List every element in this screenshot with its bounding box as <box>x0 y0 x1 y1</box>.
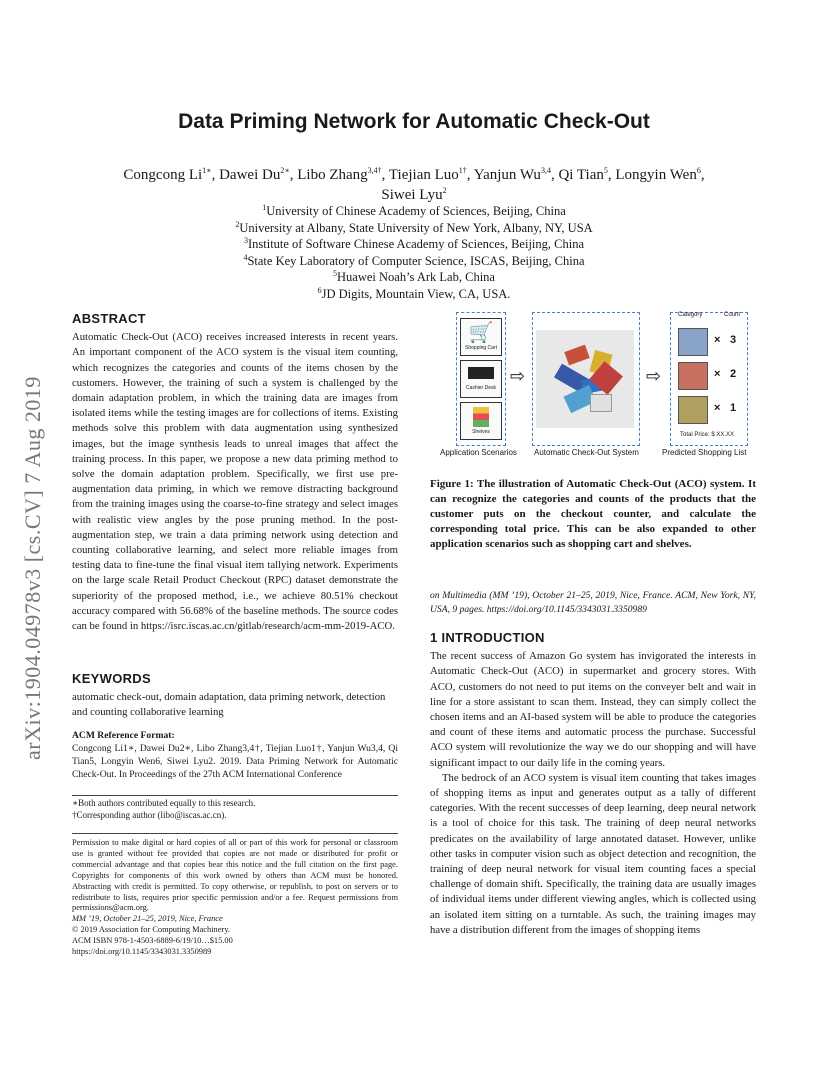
affiliation: $^5$Huawei Noah’s Ark Lab, China <box>333 268 495 284</box>
scenarios-label: Application Scenarios <box>440 448 517 457</box>
acm-reference <box>72 729 398 781</box>
arxiv-stamp: arXiv:1904.04978v3 [cs.CV] 7 Aug 2019 <box>20 376 45 760</box>
author: Yanjun Wu$^{3,4}$ <box>473 166 551 183</box>
permission-text: Permission to make digital or hard copies of all or part of this work for personal or classroom use is granted without fee provided that copies are not made or distributed for profit or commercial advantage and that copies bear this notice and the full citation on the first page. Copyrights for components of this work owned by others than ACM must be honored. Abstracting with credit is permitted. To copy otherwise, or republish, to post on servers or to redistribute to lists, requires prior specific permission and/or a fee. Request permissions from permissions@acm.org. <box>72 838 398 913</box>
permission-venue: MM ’19, October 21–25, 2019, Nice, France <box>72 914 223 924</box>
item-count: 3 <box>730 334 737 346</box>
footnote-equal: ∗Both authors contributed equally to this research. <box>72 798 256 808</box>
permission-copyright: © 2019 Association for Computing Machinery. <box>72 925 230 935</box>
affiliation: $^1$University of Chinese Academy of Sciences, Beijing, China <box>262 202 566 218</box>
acm-ref-continued: on Multimedia (MM ’19), October 21–25, 2019, Nice, France. ACM, New York, NY, USA, 9 pages. https://doi.org/10.1145/3343031.3350989 <box>430 590 756 615</box>
author: Dawei $Du^{2∗}$ <box>219 166 290 183</box>
keywords-heading: KEYWORDS <box>72 671 151 686</box>
author-list: Congcong $Li^{1∗}$, Dawei $Du^{2∗}$, Libo Zhang$^{3,4\dagger}$, Tiejian Luo$^{1\dagger}$, Yanjun Wu$^{3,4}$, Qi Tian$^5$, Longyin Wen$^6$, Siwei Lyu$^2$ <box>123 166 705 203</box>
paper-title: Data Priming Network for Automatic Check-Out <box>178 110 650 133</box>
figure-caption: Figure 1: The illustration of Automatic Check-Out (ACO) system. It can recognize the categories and counts of the products that the customer puts on the checkout counter, and calculate the corresponding total price. This can be also expanded to other application scenarios such as shopping cart and shelves. <box>430 478 756 550</box>
abstract-heading: ABSTRACT <box>72 311 146 326</box>
introduction-heading: 1 INTRODUCTION <box>430 630 545 645</box>
footnote-rule <box>72 795 398 796</box>
author: Siwei Lyu$^2$ <box>381 186 447 203</box>
affiliation-list <box>0 203 828 302</box>
abstract-section <box>72 311 398 634</box>
system-label: Automatic Check-Out System <box>534 448 639 457</box>
acm-ref-heading: ACM Reference Format: <box>72 730 175 741</box>
arrow-right-icon: ⇨ <box>646 366 662 387</box>
item-count: 1 <box>730 402 737 414</box>
affiliation: $^6$JD Digits, Mountain View, CA, USA. <box>317 285 511 301</box>
times-sign: × <box>714 368 721 380</box>
figure-1 <box>430 308 760 463</box>
keywords-section <box>72 671 398 721</box>
shelves-icon: Shelves <box>460 402 502 440</box>
product-thumbnail <box>678 362 708 390</box>
affiliation: $^3$Institute of Software Chinese Academy of Sciences, Beijing, China <box>243 235 585 251</box>
permission-isbn: ACM ISBN 978-1-4503-6889-6/19/10…$15.00 <box>72 936 233 946</box>
total-price: Total Price: $ XX.XX <box>680 432 735 438</box>
category-header: Category <box>678 312 703 318</box>
author: Libo Zhang$^{3,4\dagger}$ <box>297 166 382 183</box>
shopping-list <box>674 322 742 428</box>
list-label: Predicted Shopping List <box>662 448 747 457</box>
arrow-right-icon: ⇨ <box>510 366 526 387</box>
author: Tiejian Luo$^{1\dagger}$ <box>388 166 467 183</box>
permission-rule <box>72 833 398 834</box>
permission-doi: https://doi.org/10.1145/3343031.3350989 <box>72 947 212 957</box>
footnote-corresponding: †Corresponding author (libo@iscas.ac.cn). <box>72 809 227 820</box>
author: Qi Tian$^5$ <box>558 166 608 183</box>
list-item <box>674 360 742 390</box>
item-count: 2 <box>730 368 737 380</box>
footnotes <box>72 798 398 821</box>
author: Longyin Wen$^6$ <box>615 166 701 183</box>
introduction-section <box>430 630 756 938</box>
times-sign: × <box>714 334 721 346</box>
intro-paragraph-2: The bedrock of an ACO system is visual item counting that takes images of shopping items as input and generates output as a tally of different categories. With the recent successes of deep learning, deep neural network is a tool of choice for this task. The training of deep neural networks predicates on the availability of large annotated dataset. However, unlike other tasks in computer vision such as object detection and recognition, the training of deep neural network for visual item counting faces a special challenge of domain shift. Specifically, the training data are usually images of individual items under different viewing angles, which is collected using an isolated item sitting on a turntable. As such, the training images may have a distribution different from the images of shopping items <box>430 771 756 936</box>
shopping-cart-icon: 🛒 Shopping Cart <box>460 318 502 356</box>
product-thumbnail <box>678 396 708 424</box>
times-sign: × <box>714 402 721 414</box>
list-item <box>674 326 742 356</box>
product-thumbnail <box>678 328 708 356</box>
affiliation: $^2$University at Albany, State University of New York, Albany, NY, USA <box>235 219 593 235</box>
list-item <box>674 394 742 424</box>
permission-block <box>72 838 398 958</box>
cashier-desk-icon: Cashier Desk <box>460 360 502 398</box>
count-header: Count <box>724 312 741 318</box>
keywords-text: automatic check-out, domain adaptation, data priming network, detection and counting collaborative learning <box>72 691 386 719</box>
intro-paragraph-1: The recent success of Amazon Go system has invigorated the interests in Automatic Check-Out (ACO) in supermarket and grocery stores. With ACO, customers do not need to put items on the conveyer belt and wait in line for a store assistant to scan them. Instead, they can simply collect the chosen items and an AI-based system will be able to produce the categories and count of these items and automatic process the purchase. Successful ACO system will revolutionize the way we do our shopping and will have significant impact to our daily life in the coming years. <box>430 650 756 769</box>
affiliation: $^4$State Key Laboratory of Computer Science, ISCAS, Beijing, China <box>243 252 585 268</box>
checkout-photo <box>536 330 634 428</box>
author: Congcong $Li^{1∗}$ <box>123 166 212 183</box>
abstract-text: Automatic Check-Out (ACO) receives increased interests in recent years. An important component of the ACO system is the visual item counting, which recognizes the categories and counts of the items chosen by the customers. However, the training of such a system is challenged by the domain adaptation problem, in which the training data are images from isolated items while the testing images are for collections of items. Existing methods solve this problem with data augmentation using synthesized images, but the image synthesis leads to unreal images that affect the training process. In this paper, we propose a new data priming method to solve the domain adaptation problem. Specifically, we first use pre-augmentation data priming, in which we remove distracting background from the training images using the coarse-to-fine strategy and select images with realistic view angles by the pose pruning method. In the post-augmentation step, we train a data priming network using detection and counting collaborative learning, and select more reliable images from testing data to fine-tune the final visual item tallying network. Experiments on the large scale Retail Product Checkout (RPC) dataset demonstrate the superiority of the proposed method, i.e., we achieve 80.51% checkout accuracy compared with 56.68% of the baseline methods. The source codes can be found in https://isrc.iscas.ac.cn/gitlab/research/acm-mm-2019-ACO. <box>72 331 398 633</box>
acm-ref-text: Congcong Li1∗, Dawei Du2∗, Libo Zhang3,4†, Tiejian Luo1†, Yanjun Wu3,4, Qi Tian5, Longyin Wen6, Siwei Lyu2. 2019. Data Priming Network for Automatic Check-Out. In Proceedings of the 27th ACM International Conference <box>72 743 398 780</box>
